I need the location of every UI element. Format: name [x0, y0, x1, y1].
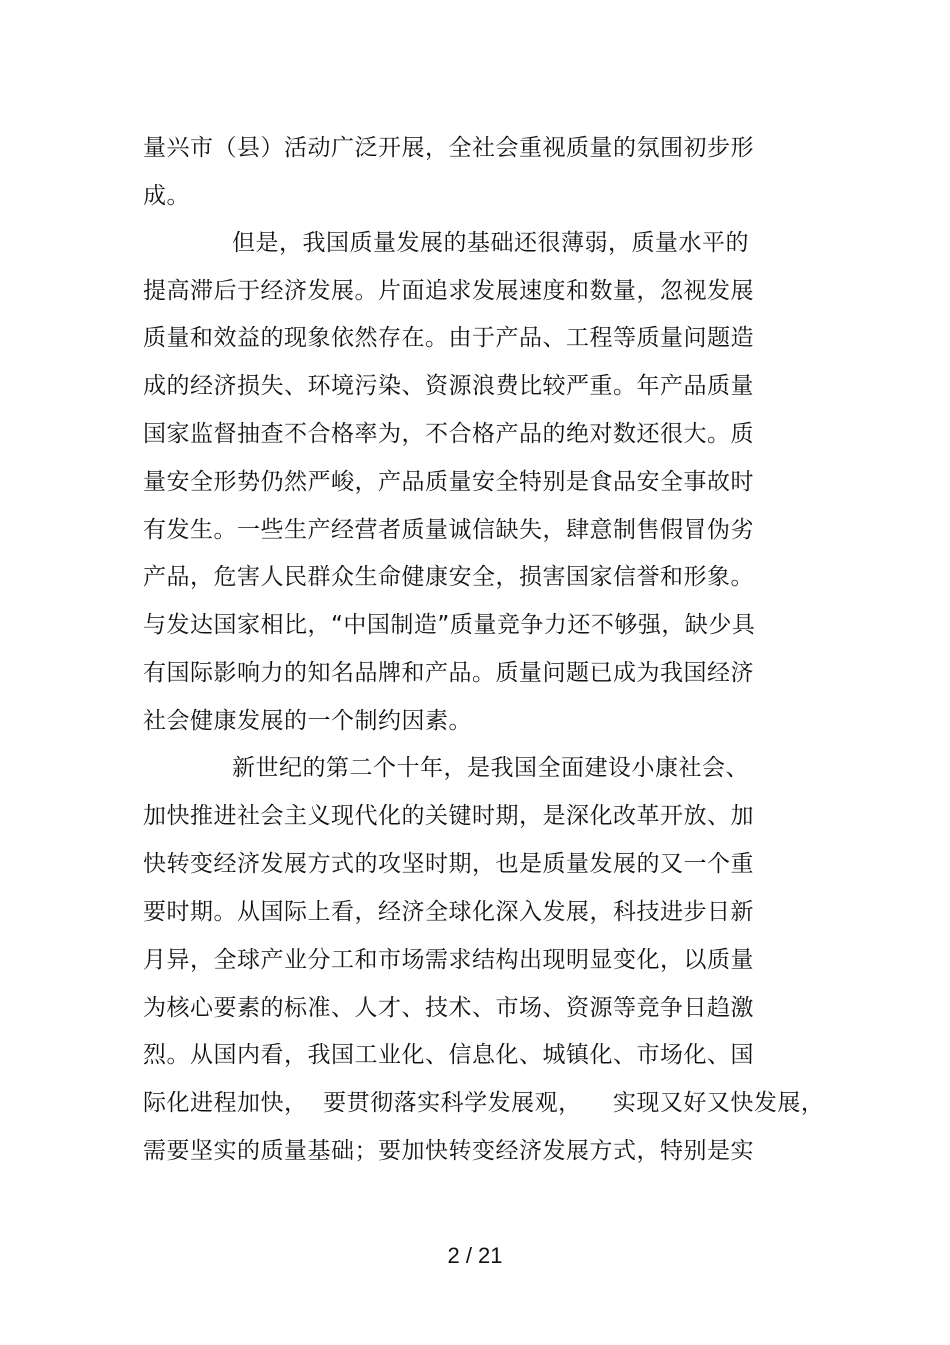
- text-line: 有发生。一些生产经营者质量诚信缺失，肆意制售假冒伪劣: [143, 517, 754, 543]
- text-line: 需要坚实的质量基础；要加快转变经济发展方式，特别是实: [143, 1138, 754, 1164]
- text-line: 加快推进社会主义现代化的关键时期，是深化改革开放、加: [143, 803, 754, 829]
- text-line: 国家监督抽查不合格率为，不合格产品的绝对数还很大。质: [143, 421, 754, 447]
- text-line: 月异，全球产业分工和市场需求结构出现明显变化，以质量: [143, 947, 754, 973]
- text-line: 成。: [143, 183, 190, 209]
- text-line: 量安全形势仍然严峻，产品质量安全特别是食品安全事故时: [143, 469, 754, 495]
- text-line: 要时期。从国际上看，经济全球化深入发展，科技进步日新: [143, 899, 754, 925]
- text-line: 际化进程加快， 要贯彻落实科学发展观， 实现又好又快发展，: [143, 1090, 825, 1116]
- text-line: 为核心要素的标准、人才、技术、市场、资源等竞争日趋激: [143, 995, 754, 1021]
- text-line: 与发达国家相比，“中国制造”质量竞争力还不够强，缺少具: [143, 612, 756, 638]
- page-number: 2 / 21: [447, 1243, 503, 1268]
- text-line: 成的经济损失、环境污染、资源浪费比较严重。年产品质量: [143, 373, 754, 399]
- text-line: 有国际影响力的知名品牌和产品。质量问题已成为我国经济: [143, 660, 754, 686]
- text-line: 烈。从国内看，我国工业化、信息化、城镇化、市场化、国: [143, 1042, 754, 1068]
- text-line: 快转变经济发展方式的攻坚时期，也是质量发展的又一个重: [143, 851, 754, 877]
- paragraph-start-line: 但是，我国质量发展的基础还很薄弱，质量水平的: [232, 230, 749, 256]
- text-line: 质量和效益的现象依然存在。由于产品、工程等质量问题造: [143, 325, 754, 351]
- text-line: 量兴市（县）活动广泛开展，全社会重视质量的氛围初步形: [143, 135, 754, 161]
- text-line: 产品，危害人民群众生命健康安全，损害国家信誉和形象。: [143, 564, 754, 590]
- text-line: 社会健康发展的一个制约因素。: [143, 708, 472, 734]
- text-line: 提高滞后于经济发展。片面追求发展速度和数量，忽视发展: [143, 278, 754, 304]
- paragraph-start-line: 新世纪的第二个十年，是我国全面建设小康社会、: [232, 755, 749, 781]
